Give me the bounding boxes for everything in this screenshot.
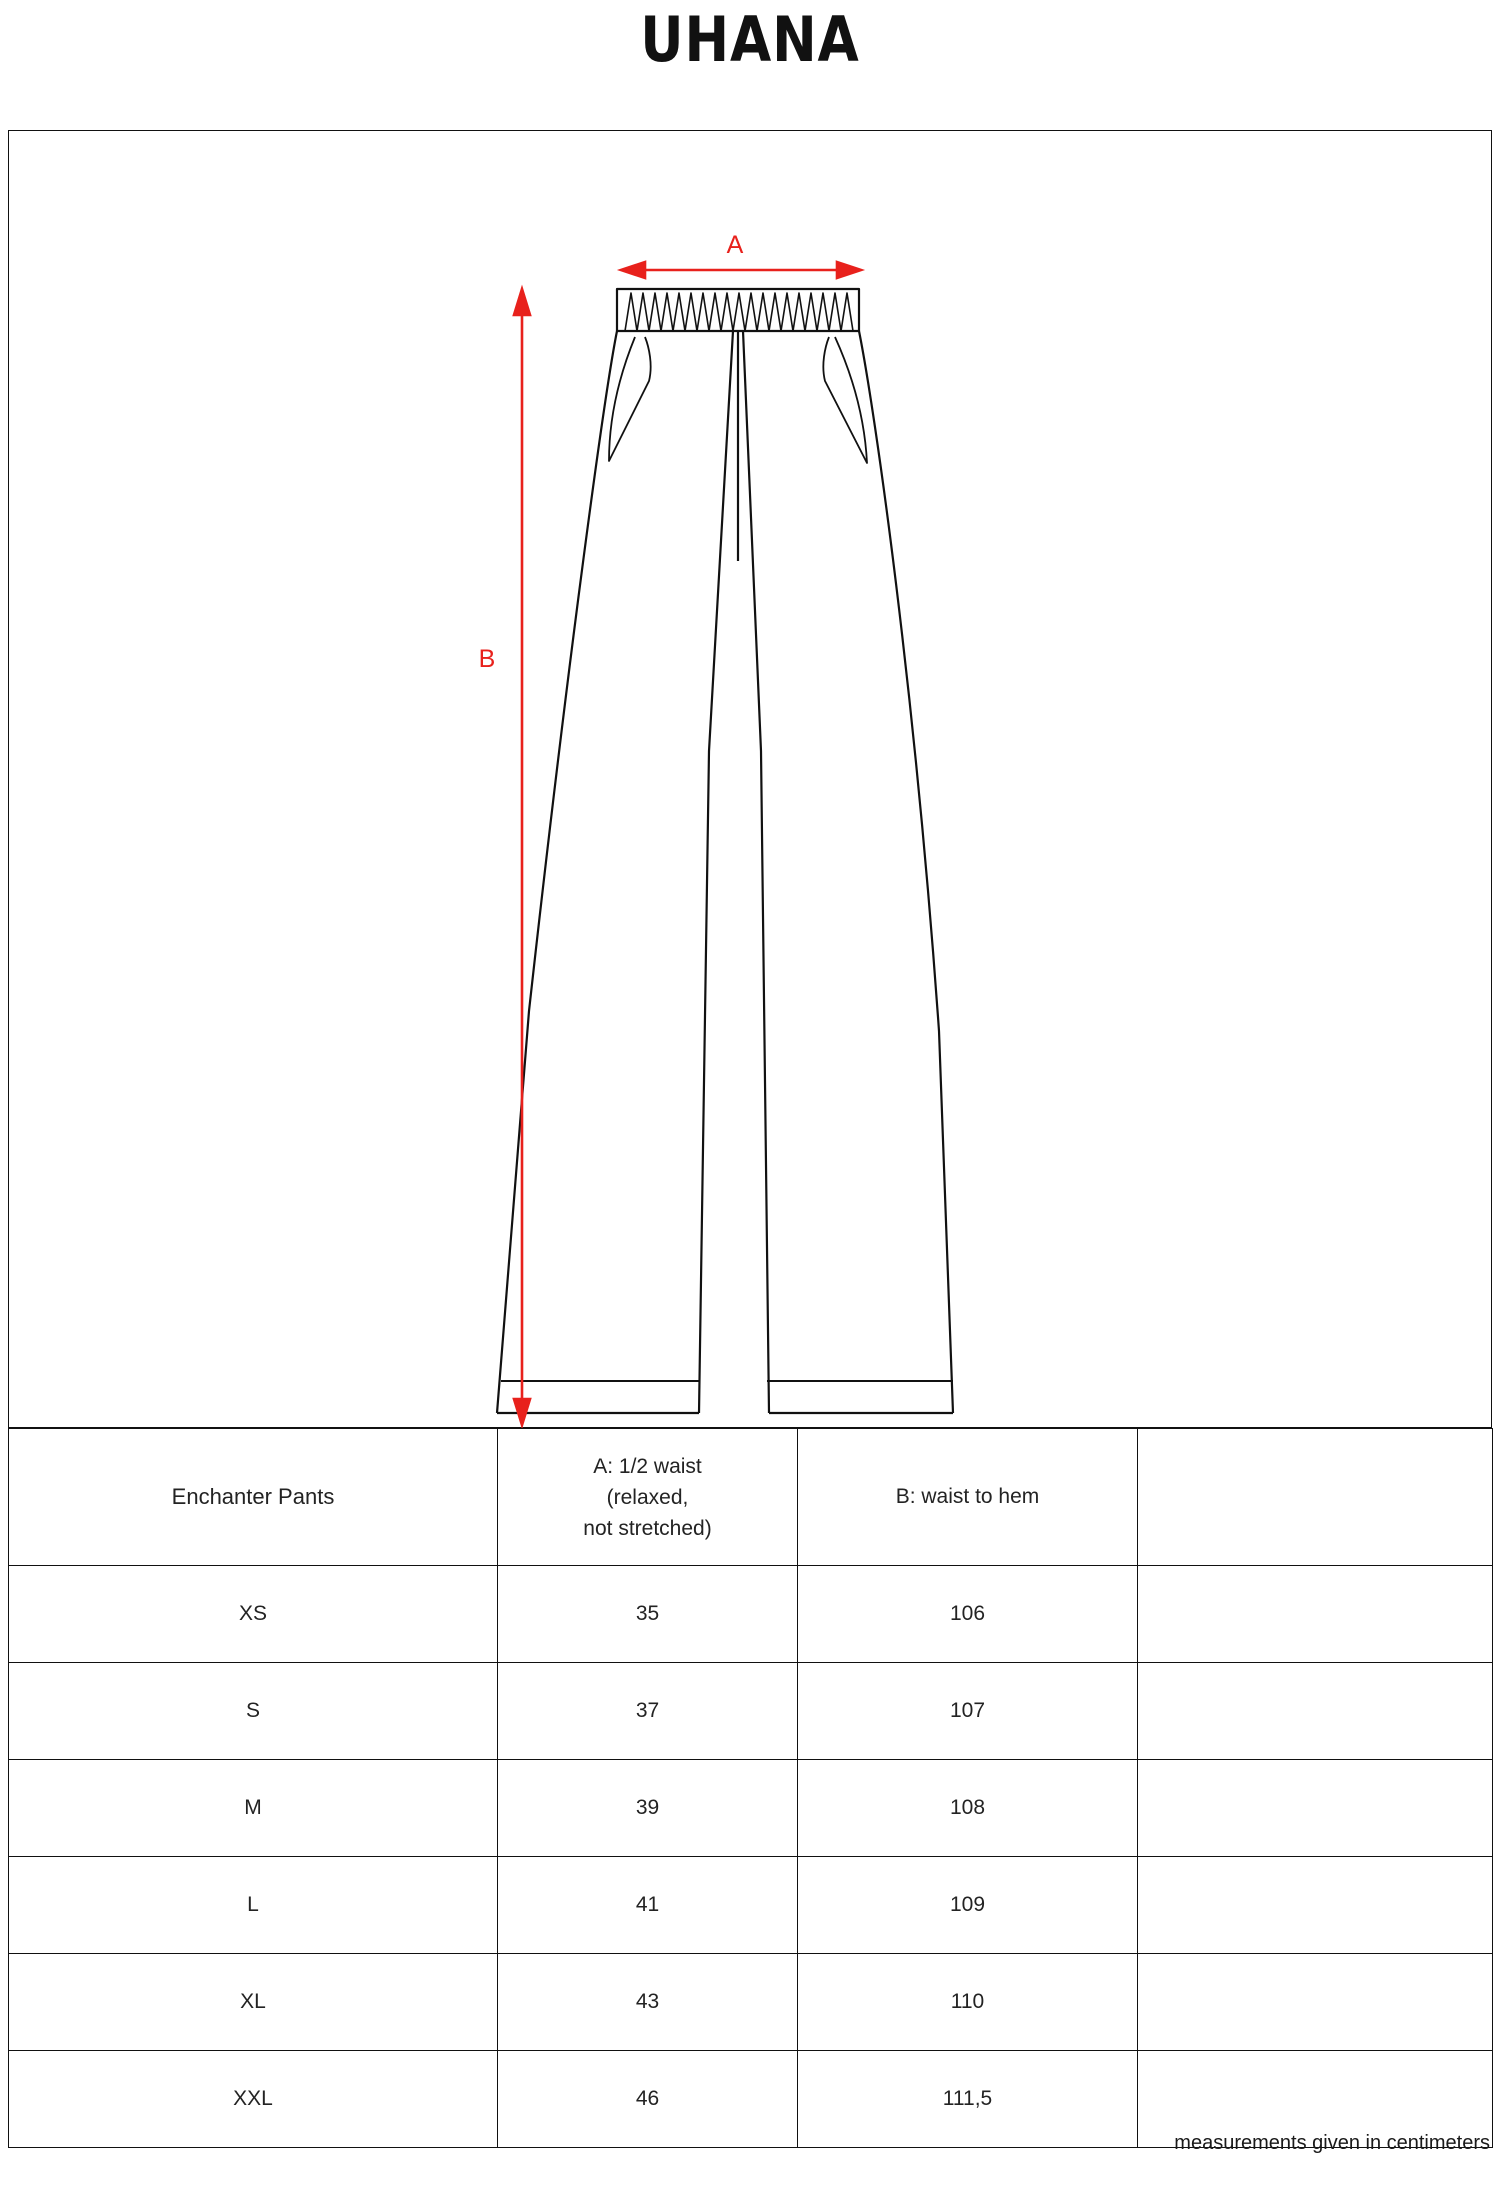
measurement-b-header-cell: B: waist to hem — [798, 1429, 1138, 1566]
empty-cell — [1138, 1566, 1493, 1663]
value-b-cell: 109 — [798, 1857, 1138, 1954]
table-header-row — [9, 1429, 1493, 1566]
value-a-cell: 41 — [498, 1857, 798, 1954]
value-a-cell: 46 — [498, 2051, 798, 2148]
value-b-cell: 111,5 — [798, 2051, 1138, 2148]
size-cell: XS — [9, 1566, 498, 1663]
table-row — [9, 1954, 1493, 2051]
measurement-a-header-cell — [498, 1429, 798, 1566]
size-cell: XXL — [9, 2051, 498, 2148]
pants-technical-drawing — [9, 131, 1493, 1429]
measurement-a-line1: A: 1/2 waist — [593, 1454, 702, 1478]
table-row — [9, 1857, 1493, 1954]
value-b-cell: 106 — [798, 1566, 1138, 1663]
empty-cell — [1138, 1760, 1493, 1857]
table-row — [9, 1760, 1493, 1857]
measurement-a-line2: (relaxed, — [606, 1485, 689, 1509]
measurement-a-line3: not stretched) — [583, 1516, 712, 1540]
empty-cell — [1138, 1663, 1493, 1760]
value-b-cell: 108 — [798, 1760, 1138, 1857]
value-a-cell: 37 — [498, 1663, 798, 1760]
size-cell: S — [9, 1663, 498, 1760]
empty-cell — [1138, 1954, 1493, 2051]
size-cell: XL — [9, 1954, 498, 2051]
table-row — [9, 1566, 1493, 1663]
table-row — [9, 1663, 1493, 1760]
empty-cell — [1138, 1857, 1493, 1954]
brand-title: UHANA — [640, 3, 860, 76]
dimension-label-b: B — [478, 645, 496, 673]
measurement-units-note: measurements given in centimeters — [1174, 2132, 1490, 2154]
value-a-cell: 35 — [498, 1566, 798, 1663]
value-b-cell: 107 — [798, 1663, 1138, 1760]
value-a-cell: 43 — [498, 1954, 798, 2051]
size-cell: L — [9, 1857, 498, 1954]
dimension-label-a: A — [726, 231, 744, 259]
empty-header-cell — [1138, 1429, 1493, 1566]
value-a-cell: 39 — [498, 1760, 798, 1857]
size-cell: M — [9, 1760, 498, 1857]
product-name-cell: Enchanter Pants — [9, 1429, 498, 1566]
size-table — [8, 1428, 1493, 2148]
value-b-cell: 110 — [798, 1954, 1138, 2051]
illustration-frame — [8, 130, 1492, 1428]
